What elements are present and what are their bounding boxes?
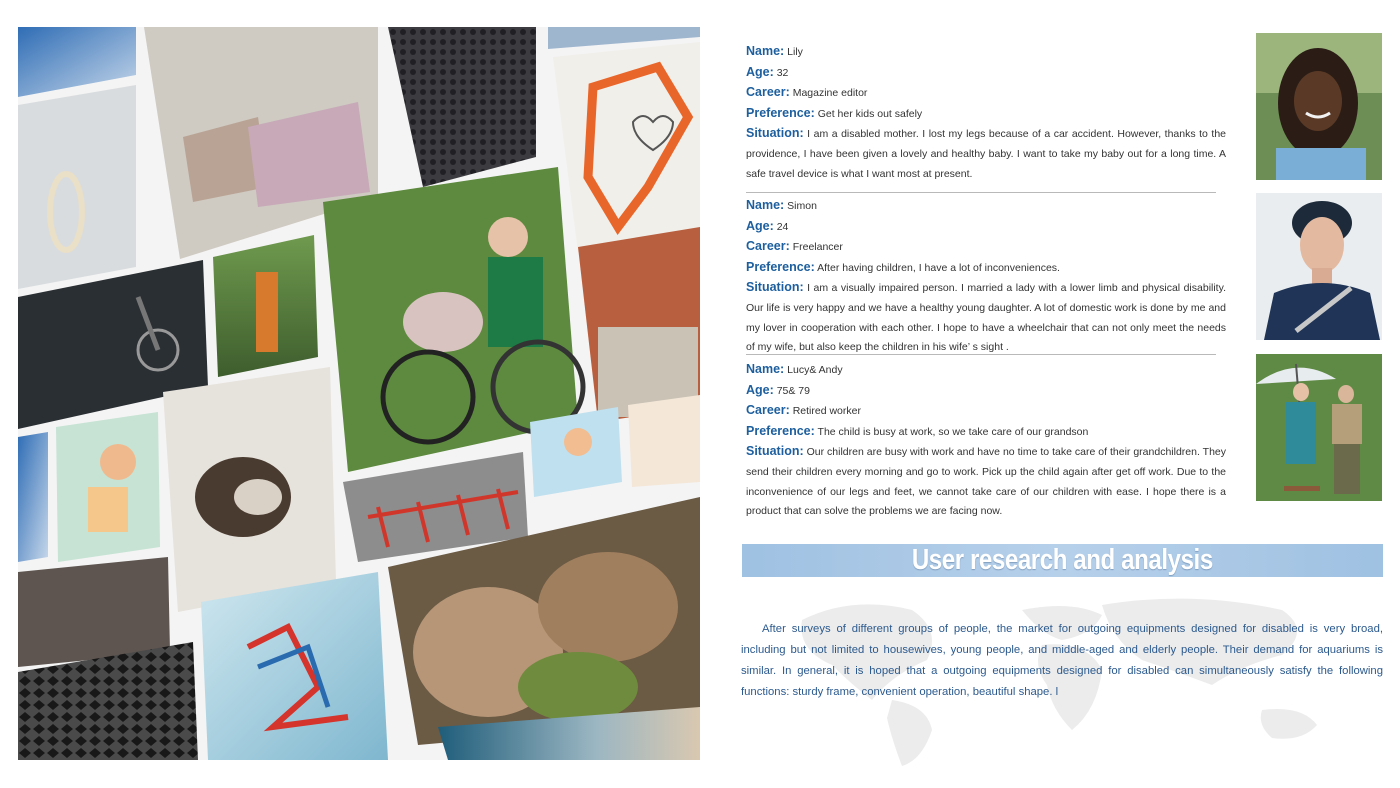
preference-label: Preference: — [746, 105, 815, 120]
persona-preference-row — [746, 258, 1226, 279]
tile-blue-figure-art — [201, 572, 388, 760]
persona-age: 75& 79 — [776, 384, 810, 397]
career-label: Career: — [746, 85, 790, 100]
preference-label: Preference: — [746, 423, 815, 438]
situation-text: I am a visually impaired person. I married a lady with a lower limb and physical disability. Our life is very happy and we have a healthy young daughter. A lot of domestic work is done by me and my lover in cooperation with each other. I hope to have a wheelchair that can not only meet the needs of my wife, but also keep the children in his wife’ s sight . — [746, 282, 1226, 354]
preference-label: Preference: — [746, 259, 815, 274]
persona-age-row — [746, 381, 1226, 402]
persona-career-row — [746, 237, 1226, 258]
tile-cartoon-parent — [628, 395, 700, 487]
situation-label: Situation: — [746, 126, 804, 141]
persona-career: Magazine editor — [792, 87, 868, 100]
persona-card-simon — [746, 196, 1226, 358]
persona-situation — [746, 278, 1226, 357]
persona-name: Lucy& Andy — [787, 364, 843, 376]
situation-text: I am a disabled mother. I lost my legs because of a car accident. However, thanks to the providence, I have been given a lovely and healthy baby. I want to take my baby out for a long time. A safe travel device is what I want most at present. — [746, 128, 1227, 180]
age-label: Age: — [746, 382, 774, 397]
research-analysis-text: After surveys of different groups of people, the market for outgoing equipments designed for disabled is very broad, including but not limited to housewives, young people, and middle-aged and elderly people. Their demand for aquariums is similar. In general, it is hoped that a outgoing equipments designed for disabled can simultaneously satisfy the following functions: sturdy frame, convenient operation, beautiful shape. l — [741, 623, 1383, 698]
persona-preference-row — [746, 422, 1226, 443]
persona-preference: After having children, I have a lot of inconveniences. — [817, 261, 1060, 274]
collage-tiles — [18, 27, 700, 760]
persona-divider — [746, 192, 1216, 193]
career-label: Career: — [746, 239, 790, 254]
persona-preference: The child is busy at work, so we take care of our grandson — [817, 425, 1089, 438]
persona-career-row — [746, 401, 1226, 422]
persona-name: Lily — [787, 46, 803, 58]
persona-name: Simon — [787, 200, 817, 212]
tile-dark-mesh — [388, 27, 536, 187]
situation-label: Situation: — [746, 444, 804, 459]
persona-career-row — [746, 83, 1226, 104]
situation-text: Our children are busy with work and have no time to take care of their grandchildren. They send their children every morning and go to work. Pick up the child again after get off work. Due to the inconvenience of our legs and feet, we cannot take care of our children with ease. I hope there is a product that can solve the problems we are facing now. — [746, 446, 1226, 518]
research-title: User research and analysis — [912, 544, 1213, 576]
research-title-banner — [742, 544, 1383, 577]
age-label: Age: — [746, 218, 774, 233]
persona-preference: Get her kids out safely — [817, 107, 923, 120]
persona-photo-simon — [1256, 193, 1382, 340]
name-label: Name: — [746, 362, 785, 376]
persona-card-lucy-andy — [746, 360, 1226, 522]
persona-age-row — [746, 63, 1226, 84]
persona-photo-lucy-andy — [1256, 354, 1382, 501]
persona-age: 32 — [776, 66, 789, 79]
persona-divider — [746, 354, 1216, 355]
name-label: Name: — [746, 44, 785, 58]
persona-career: Freelancer — [792, 241, 843, 254]
persona-career: Retired worker — [792, 405, 861, 418]
persona-age: 24 — [776, 220, 789, 233]
moodboard-collage — [18, 27, 700, 760]
persona-preference-row — [746, 104, 1226, 125]
persona-situation — [746, 124, 1226, 184]
persona-photo-lily — [1256, 33, 1382, 180]
name-label: Name: — [746, 198, 785, 212]
persona-name-row — [746, 42, 1226, 63]
tile-blue-gradient — [18, 27, 136, 97]
career-label: Career: — [746, 403, 790, 418]
persona-name-row — [746, 196, 1226, 217]
persona-card-lily — [746, 42, 1226, 184]
persona-name-row — [746, 360, 1226, 381]
situation-label: Situation: — [746, 280, 804, 295]
persona-age-row — [746, 217, 1226, 238]
persona-situation — [746, 442, 1226, 521]
age-label: Age: — [746, 64, 774, 79]
